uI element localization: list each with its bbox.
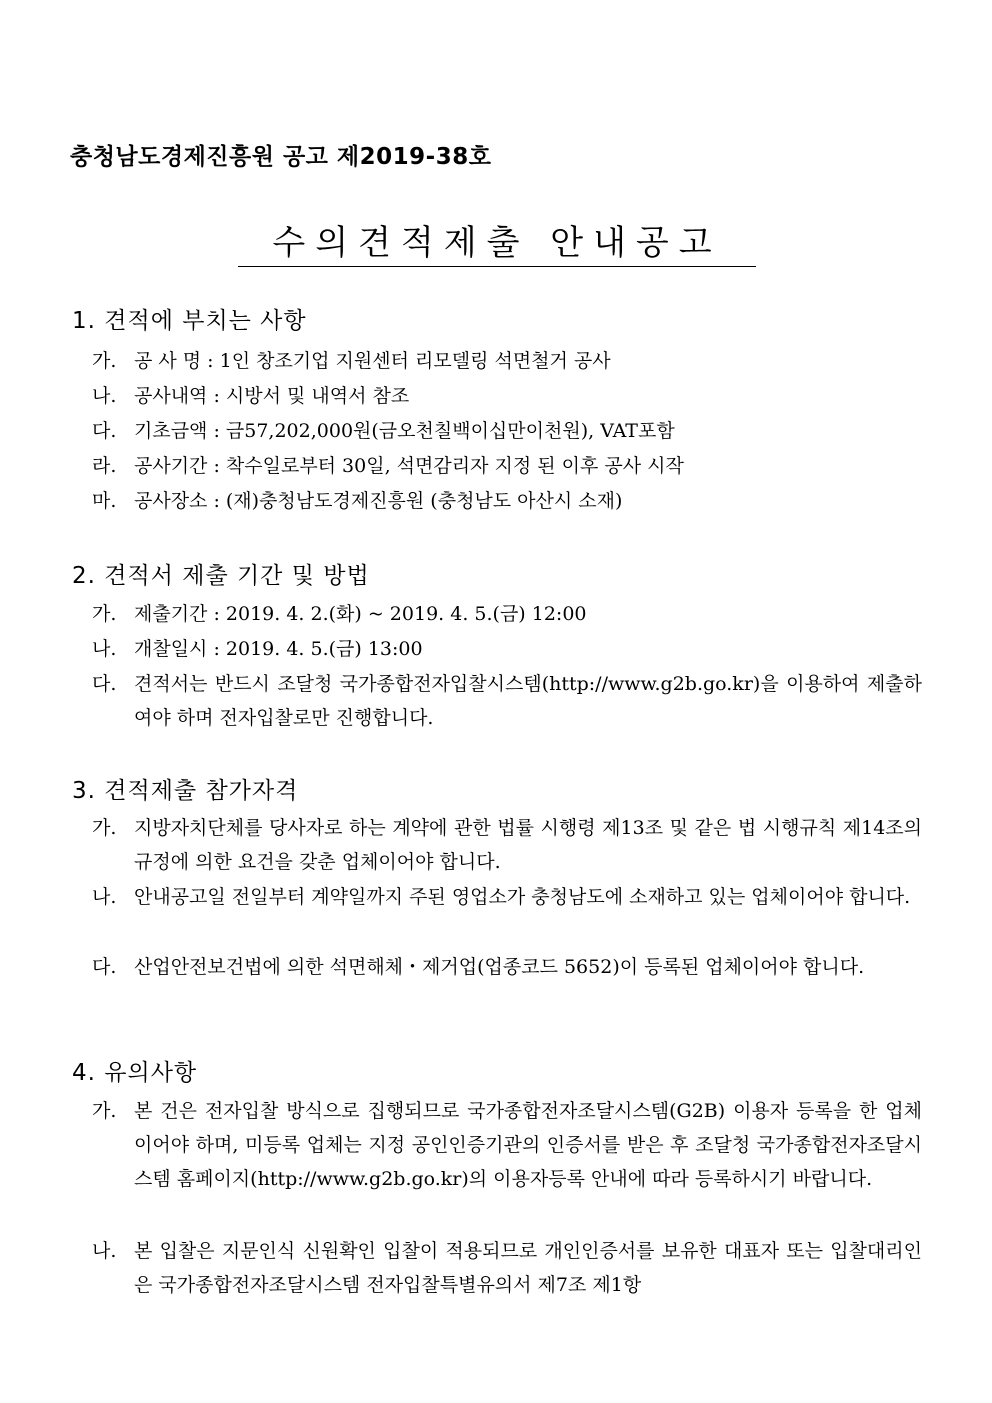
- section-4-item-2: [92, 1234, 922, 1302]
- item-text: 안내공고일 전일부터 계약일까지 주된 영업소가 충청남도에 소재하고 있는 업체이어야 합니다.: [134, 886, 911, 908]
- item-text: 개찰일시 : 2019. 4. 5.(금) 13:00: [134, 638, 423, 660]
- item-marker: 가.: [92, 1100, 117, 1122]
- item-marker: 다.: [92, 673, 117, 695]
- section-4-item-1: [92, 1094, 922, 1196]
- item-text: 기초금액 : 금57,202,000원(금오천칠백이십만이천원), VAT포함: [134, 420, 675, 442]
- item-text: 공 사 명 : 1인 창조기업 지원센터 리모델링 석면철거 공사: [134, 350, 611, 372]
- item-marker: 마.: [92, 490, 117, 512]
- item-marker: 나.: [92, 1240, 117, 1262]
- item-marker: 나.: [92, 638, 117, 660]
- item-text: 공사기간 : 착수일로부터 30일, 석면감리자 지정 된 이후 공사 시작: [134, 455, 684, 477]
- item-marker: 가.: [92, 817, 117, 839]
- section-2-item-1: [92, 597, 922, 631]
- notice-number: 충청남도경제진흥원 공고 제2019-38호: [70, 144, 492, 170]
- item-marker: 다.: [92, 956, 117, 978]
- item-marker: 라.: [92, 455, 117, 477]
- section-2-heading: 2. 견적서 제출 기간 및 방법: [72, 563, 370, 589]
- item-marker: 다.: [92, 420, 117, 442]
- section-3-item-2: [92, 880, 922, 914]
- section-1-item-3: [92, 414, 922, 448]
- section-1-item-4: [92, 449, 922, 483]
- section-2-item-2: [92, 632, 922, 666]
- document-title: 수의견적제출 안내공고: [238, 215, 756, 267]
- item-marker: 가.: [92, 350, 117, 372]
- section-1-heading: 1. 견적에 부치는 사항: [72, 308, 307, 334]
- item-text: 제출기간 : 2019. 4. 2.(화) ~ 2019. 4. 5.(금) 12:00: [134, 603, 587, 625]
- item-marker: 가.: [92, 603, 117, 625]
- item-text: 견적서는 반드시 조달청 국가종합전자입찰시스템(http://www.g2b.go.kr)을 이용하여 제출하여야 하며 전자입찰로만 진행합니다.: [134, 673, 922, 729]
- section-3-item-3: [92, 950, 922, 984]
- item-text: 산업안전보건법에 의한 석면해체・제거업(업종코드 5652)이 등록된 업체이어야 합니다.: [134, 956, 865, 978]
- section-4-heading: 4. 유의사항: [72, 1060, 198, 1086]
- section-2-item-3: [92, 667, 922, 735]
- item-text: 공사내역 : 시방서 및 내역서 참조: [134, 385, 410, 407]
- item-text: 지방자치단체를 당사자로 하는 계약에 관한 법률 시행령 제13조 및 같은 법 시행규칙 제14조의 규정에 의한 요건을 갖춘 업체이어야 합니다.: [134, 817, 922, 873]
- section-3-heading: 3. 견적제출 참가자격: [72, 778, 299, 804]
- item-marker: 나.: [92, 886, 117, 908]
- section-1-item-1: [92, 344, 922, 378]
- section-3-item-1: [92, 811, 922, 879]
- item-text: 공사장소 : (재)충청남도경제진흥원 (충청남도 아산시 소재): [134, 490, 623, 512]
- item-marker: 나.: [92, 385, 117, 407]
- item-text: 본 건은 전자입찰 방식으로 집행되므로 국가종합전자조달시스템(G2B) 이용자 등록을 한 업체이어야 하며, 미등록 업체는 지정 공인인증기관의 인증서를 받은 후 조달청 국가종합전자조달시스템 홈페이지(http://www.g2b.go.kr)의 이용자등록 안내에 따라 등록하시기 바랍니다.: [134, 1100, 922, 1190]
- item-text: 본 입찰은 지문인식 신원확인 입찰이 적용되므로 개인인증서를 보유한 대표자 또는 입찰대리인은 국가종합전자조달시스템 전자입찰특별유의서 제7조 제1항: [134, 1240, 922, 1296]
- section-1-item-2: [92, 379, 922, 413]
- section-1-item-5: [92, 484, 922, 518]
